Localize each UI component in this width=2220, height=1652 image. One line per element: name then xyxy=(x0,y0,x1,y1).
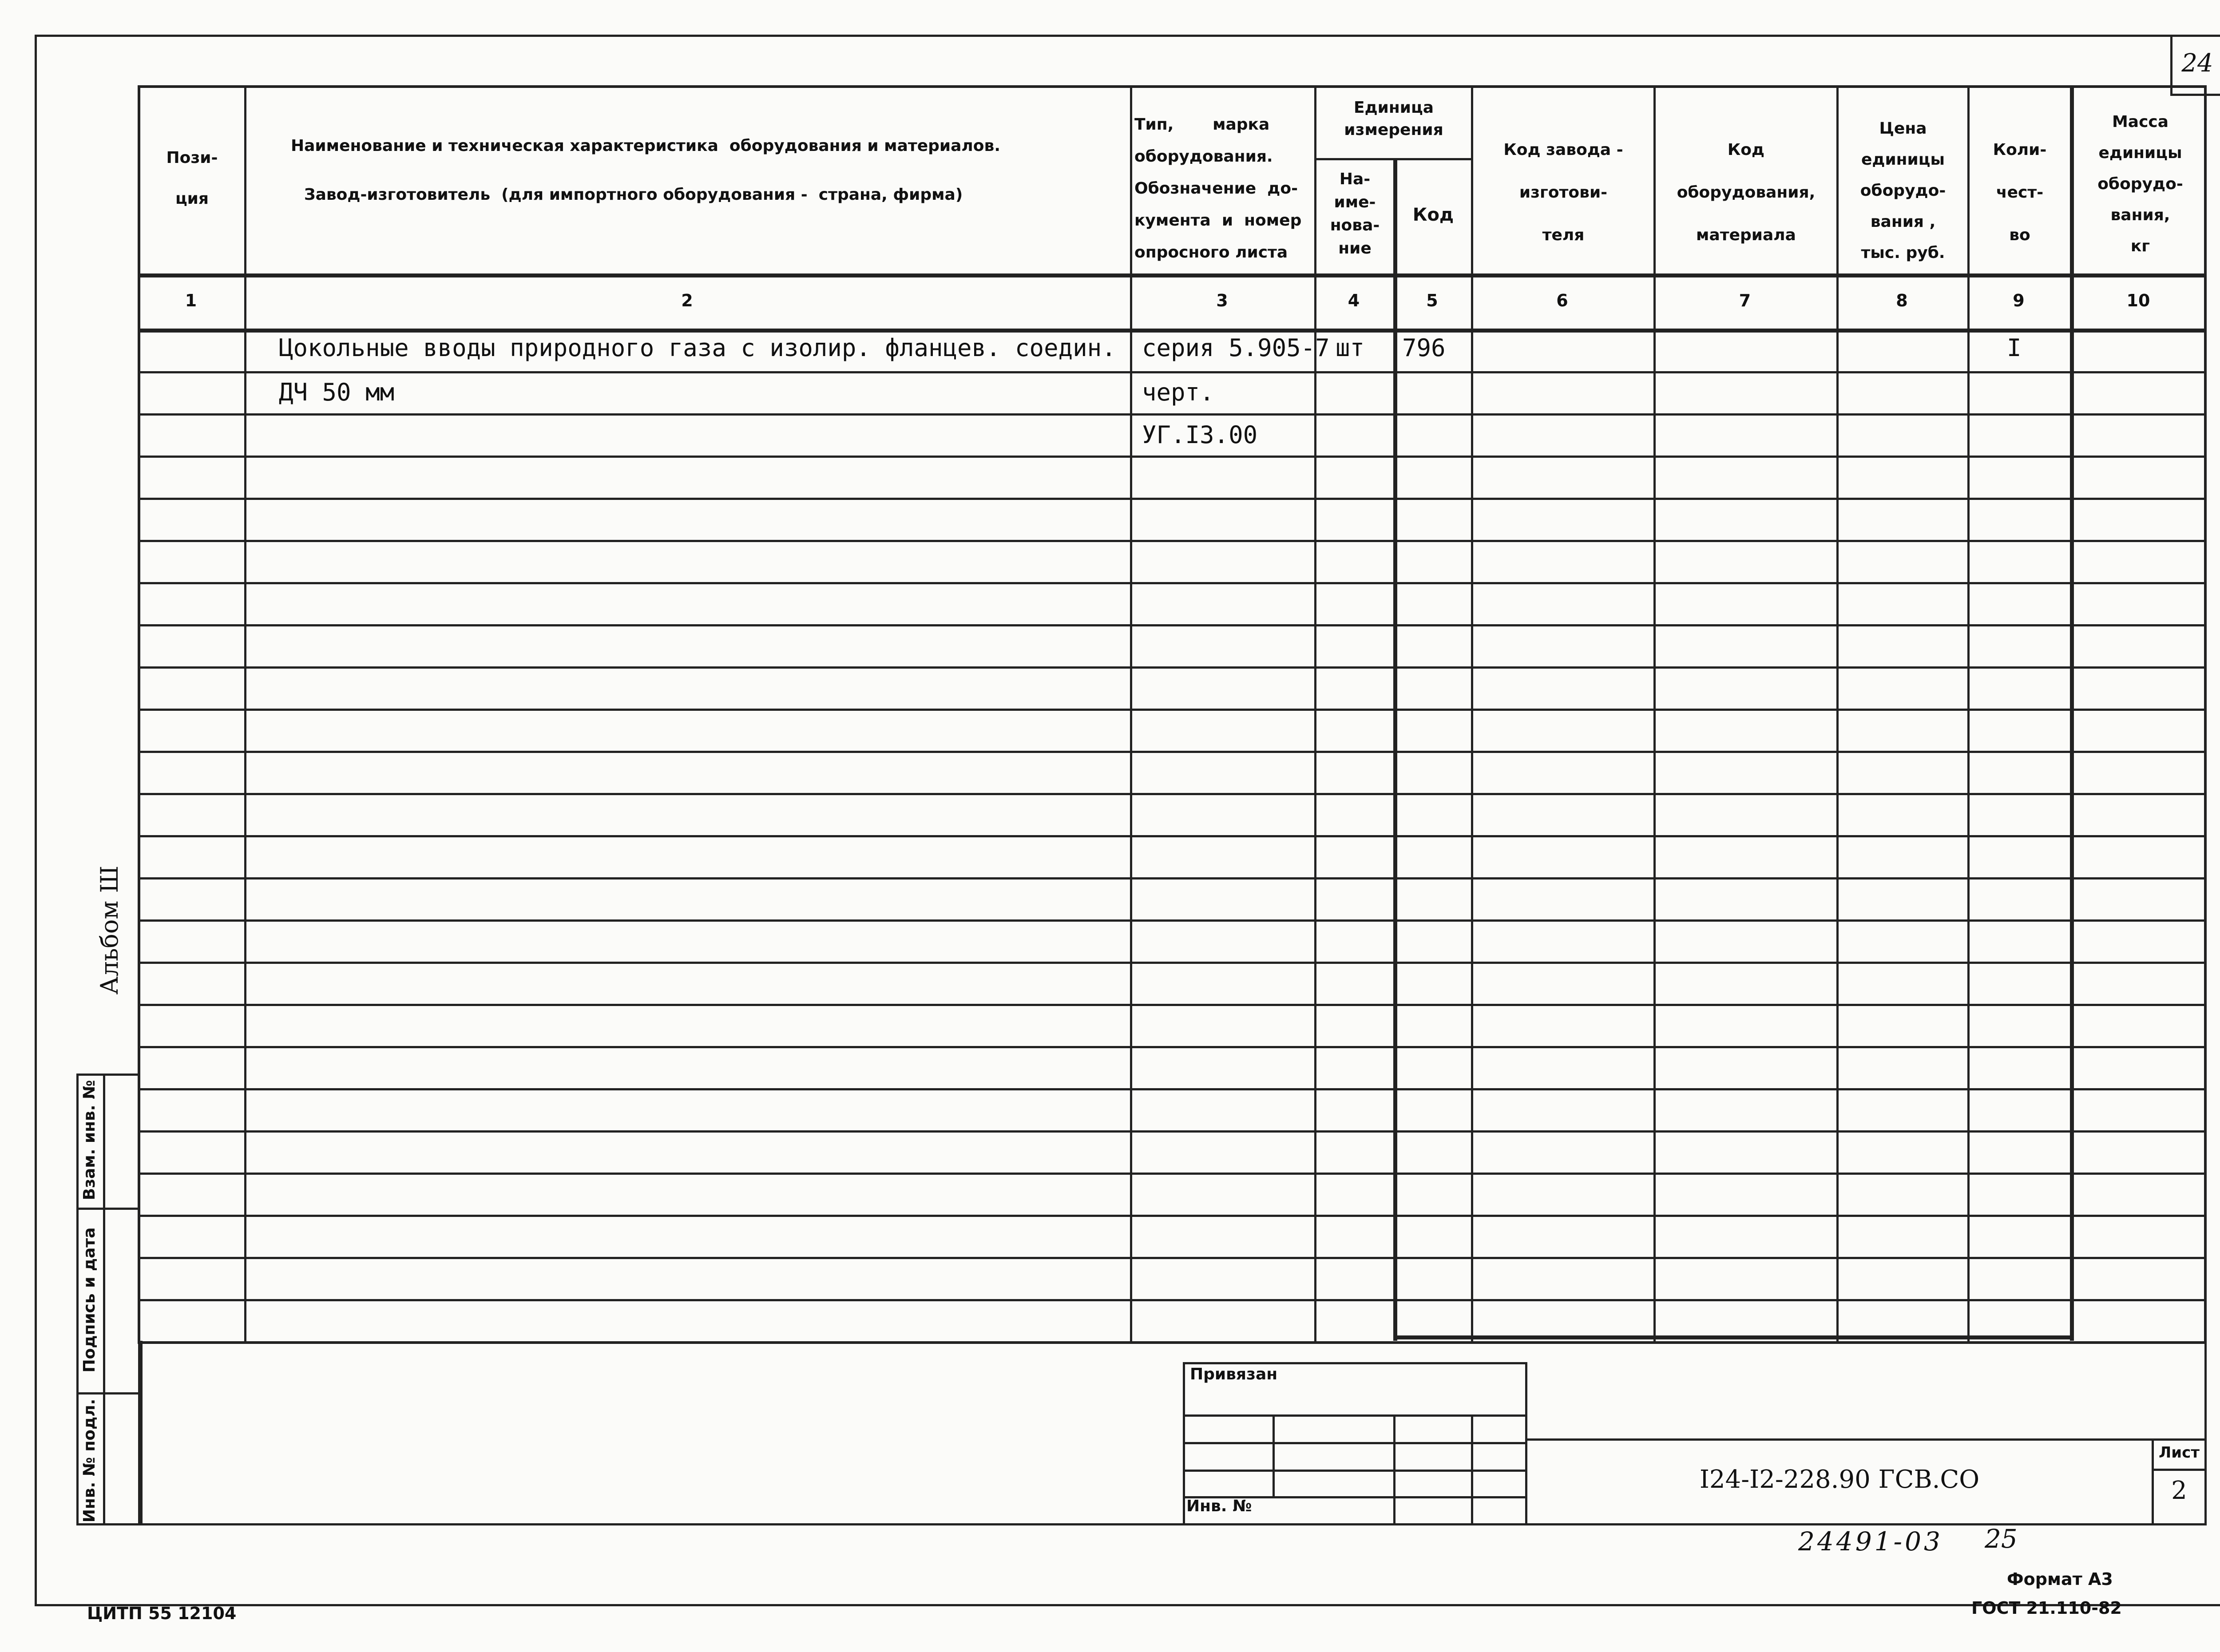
row-line xyxy=(140,413,2207,416)
row1-unit: шт xyxy=(1336,334,1365,362)
row1-type: серия 5.905-7 xyxy=(1142,334,1330,362)
colnum-8: 8 xyxy=(1896,291,1908,310)
colnum-10: 10 xyxy=(2126,291,2150,310)
col-divider-1 xyxy=(244,85,246,1344)
col-divider-8 xyxy=(1967,85,1970,1344)
col-divider-7 xyxy=(1836,85,1839,1344)
doc-code-top-line xyxy=(1527,1438,2207,1441)
row-line xyxy=(140,1130,2207,1133)
header-bottom-line xyxy=(138,273,2207,277)
privyazan-v2 xyxy=(1393,1414,1395,1525)
privyazan-h2 xyxy=(1183,1442,1527,1444)
col-divider-6 xyxy=(1653,85,1656,1344)
row-line xyxy=(140,751,2207,753)
header-col7: Код оборудования, материала xyxy=(1677,141,1816,244)
colnum-9: 9 xyxy=(2013,291,2025,310)
list-number: 2 xyxy=(2171,1476,2187,1505)
header-col2-line1: Наименование и техническая характеристика оборудования и материалов. xyxy=(291,137,1000,155)
privyazan-h3 xyxy=(1183,1470,1527,1472)
col-divider-2 xyxy=(1130,85,1132,1344)
header-col1: Пози- ция xyxy=(166,149,218,208)
stamp-inv-podl: Инв. № подл. xyxy=(80,1398,99,1523)
header-col9: Коли- чест- во xyxy=(1993,141,2047,244)
colnum-4: 4 xyxy=(1348,291,1360,310)
col-divider-4 xyxy=(1393,158,1397,1341)
col-divider-5 xyxy=(1471,85,1473,1344)
row1-unit-code: 796 xyxy=(1402,334,1446,362)
row-line xyxy=(140,498,2207,500)
col-divider-3 xyxy=(1314,85,1316,1344)
stamp-podpis-data: Подпись и дата xyxy=(80,1227,99,1373)
header-col4: На- име- нова- ние xyxy=(1330,170,1380,258)
album-label: Альбом Ш xyxy=(95,865,123,995)
row-line xyxy=(140,962,2207,964)
side-stamp-divider xyxy=(103,1074,105,1525)
colnum-7: 7 xyxy=(1739,291,1751,310)
header-col3: Тип, марка оборудования. Обозначение до- кумента и номер опросного листа xyxy=(1134,115,1302,261)
privyazan-v3 xyxy=(1471,1414,1473,1525)
row-line xyxy=(140,666,2207,669)
row-line xyxy=(140,793,2207,795)
colnum-bottom-line xyxy=(138,329,2207,333)
title-area xyxy=(140,1341,2207,1525)
handwritten-number: 24491-03 xyxy=(1798,1526,1943,1557)
row-line xyxy=(140,1299,2207,1301)
colnum-5: 5 xyxy=(1426,291,1438,310)
side-stamp-h1 xyxy=(76,1208,140,1210)
colnum-2: 2 xyxy=(681,291,693,310)
row-line xyxy=(140,1004,2207,1006)
col-divider-9 xyxy=(2070,85,2074,1341)
row-line xyxy=(140,456,2207,458)
privyazan-label: Привязан xyxy=(1190,1365,1278,1383)
header-col8: Цена единицы оборудо- вания , тыс. руб. xyxy=(1860,119,1946,262)
row-line xyxy=(140,371,2207,373)
header-col45-group: Единица измерения xyxy=(1344,99,1443,139)
privyazan-v1 xyxy=(1273,1414,1275,1496)
header-col2-line2: Завод-изготовитель (для импортного оборудования - страна, фирма) xyxy=(304,186,963,204)
privyazan-h1 xyxy=(1183,1414,1527,1417)
row-line xyxy=(140,877,2207,879)
colnum-6: 6 xyxy=(1556,291,1568,310)
row-line xyxy=(140,1215,2207,1217)
row-line xyxy=(140,709,2207,711)
row1-qty: I xyxy=(2007,334,2022,362)
row-line xyxy=(140,1173,2207,1175)
format-label: Формат А3 xyxy=(2007,1569,2113,1589)
row-line xyxy=(140,1088,2207,1090)
row-line xyxy=(140,919,2207,922)
list-label: Лист xyxy=(2159,1444,2200,1462)
row-line xyxy=(140,540,2207,542)
handwritten-page: 25 xyxy=(1985,1524,2018,1554)
colnum-3: 3 xyxy=(1216,291,1228,310)
row-line xyxy=(140,582,2207,584)
stamp-vzam-inv: Взам. инв. № xyxy=(80,1080,99,1200)
sheet-number-top: 24 xyxy=(2181,49,2213,78)
gost-label: ГОСТ 21.110-82 xyxy=(1971,1598,2122,1618)
row2-name: ДЧ 50 мм xyxy=(279,378,395,406)
row2-type: черт. xyxy=(1142,378,1214,406)
row1-name: Цокольные вводы природного газа с изолир. фланцев. соедин. xyxy=(279,334,1116,362)
citp-label: ЦИТП 55 12104 xyxy=(87,1604,237,1623)
document-code: I24-I2-228.90 ГСВ.СО xyxy=(1699,1465,1980,1494)
row-line xyxy=(140,1046,2207,1048)
header-col5: Код xyxy=(1412,205,1454,225)
row-line xyxy=(140,835,2207,837)
header-col10: Масса единицы оборудо- вания, кг xyxy=(2097,113,2183,255)
list-label-line xyxy=(2152,1469,2207,1471)
colnum-1: 1 xyxy=(185,291,197,310)
inv-no-label: Инв. № xyxy=(1186,1497,1252,1515)
unit-subheader-line xyxy=(1314,158,1471,160)
header-col6: Код завода - изготови- теля xyxy=(1503,141,1623,244)
row-line xyxy=(140,1257,2207,1259)
row3-type: УГ.I3.00 xyxy=(1142,421,1258,449)
body-bottom-thick xyxy=(1393,1335,2072,1339)
row-line xyxy=(140,624,2207,626)
